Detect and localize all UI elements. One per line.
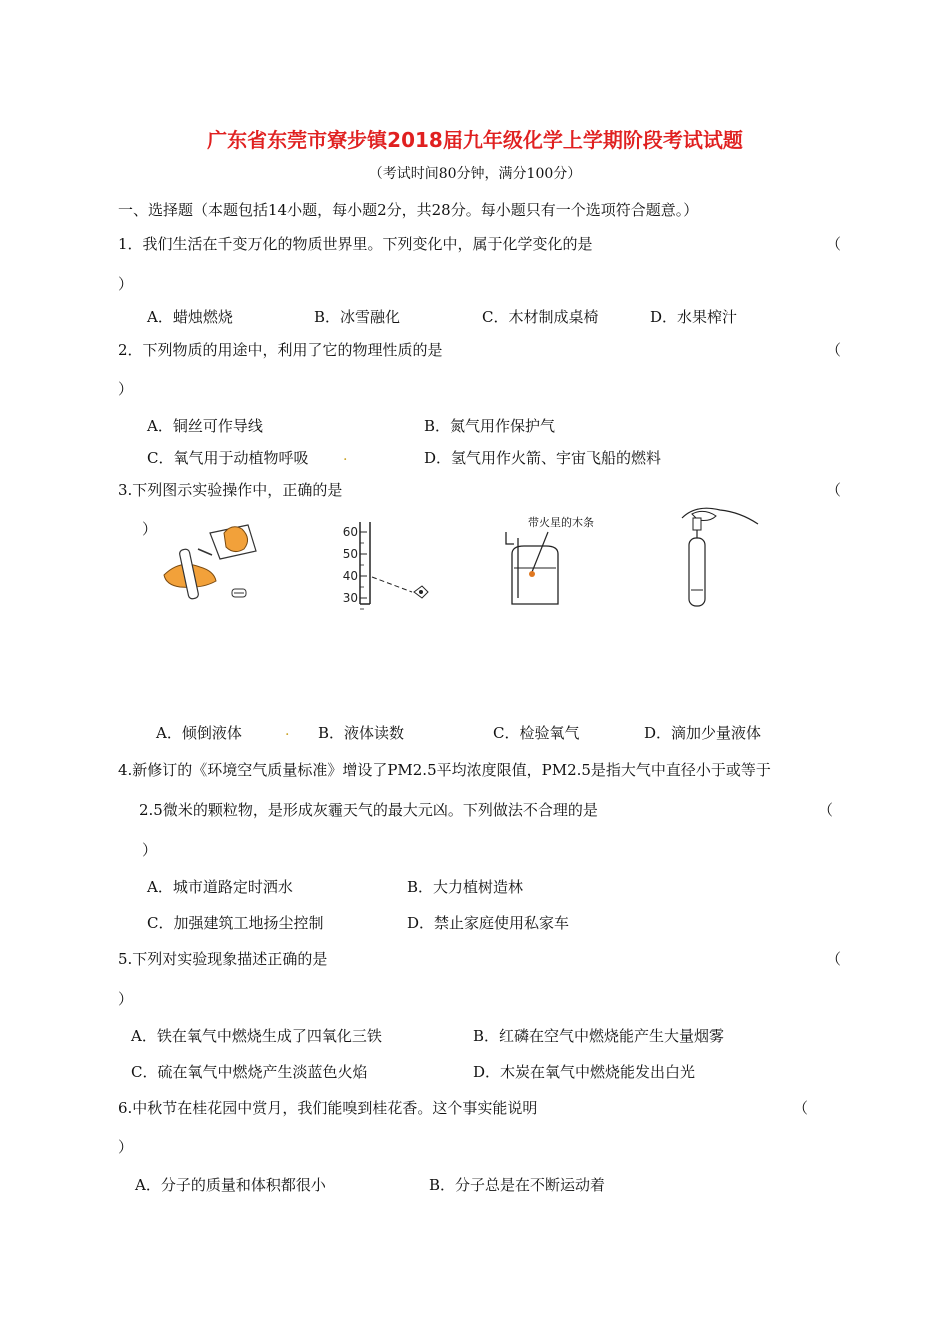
question-1-paren-open: （ [826,235,842,253]
question-3-option-d: D．滴加少量液体 [644,724,762,742]
question-6-stem: 6.中秋节在桂花园中赏月，我们能嗅到桂花香。这个事实能说明 [118,1099,538,1117]
cylinder-tick-label: 60 [342,525,358,539]
question-2-option-a: A．铜丝可作导线 [147,417,263,435]
question-6-paren-close: ） [118,1138,134,1156]
question-3-option-a: A．倾倒液体 [156,724,242,742]
question-1-option-d: D．水果榨汁 [650,308,738,326]
question-2-stem: 2．下列物质的用途中，利用了它的物理性质的是 [118,341,443,359]
question-3-option-c: C．检验氧气 [493,724,580,742]
question-1-stem: 1．我们生活在千变万化的物质世界里。下列变化中，属于化学变化的是 [118,235,593,253]
question-2-paren-close: ） [118,380,134,398]
figure-a-pouring-liquid [160,515,270,615]
document-title: 广东省东莞市寮步镇2018届九年级化学上学期阶段考试试题 [207,128,743,152]
question-6-paren-open: （ [793,1099,809,1117]
question-5-paren-close: ） [118,990,134,1008]
question-1-option-a: A．蜡烛燃烧 [147,308,233,326]
question-5-option-c: C．硫在氧气中燃烧产生淡蓝色火焰 [131,1063,368,1081]
question-2-option-c: C．氧气用于动植物呼吸 [147,449,309,467]
figure-c-gas-bottle [500,528,570,610]
stray-mark: . [285,723,290,739]
question-3-paren-open: （ [826,481,842,499]
question-4-paren-close: ） [142,841,158,859]
cylinder-tick-label: 40 [342,569,358,583]
question-4-paren-open: （ [818,801,834,819]
question-5-option-d: D．木炭在氧气中燃烧能发出白光 [473,1063,696,1081]
question-2-paren-open: （ [826,341,842,359]
question-3-paren-close: ） [142,520,158,538]
question-5-option-b: B．红磷在空气中燃烧能产生大量烟雾 [473,1027,725,1045]
question-1-paren-close: ） [118,275,134,293]
figure-b-cylinder-reading [330,520,430,610]
question-1-option-b: B．冰雪融化 [314,308,401,326]
exam-info: （考试时间80分钟，满分100分） [368,166,582,182]
section-heading: 一、选择题（本题包括14小题，每小题2分，共28分。每小题只有一个选项符合题意。） [118,201,699,219]
question-5-paren-open: （ [826,950,842,968]
cylinder-tick-label: 50 [342,547,358,561]
question-5-option-a: A．铁在氧气中燃烧生成了四氧化三铁 [131,1027,382,1045]
question-4-option-c: C．加强建筑工地扬尘控制 [147,914,324,932]
question-2-option-d: D．氢气用作火箭、宇宙飞船的燃料 [424,449,662,467]
question-1-option-c: C．木材制成桌椅 [482,308,599,326]
question-3-stem: 3.下列图示实验操作中，正确的是 [118,481,343,499]
question-4-option-a: A．城市道路定时洒水 [147,878,293,896]
question-2-option-b: B．氮气用作保护气 [424,417,556,435]
question-6-option-a: A．分子的质量和体积都很小 [135,1176,326,1194]
question-4-stem-cont: 2.5微米的颗粒物，是形成灰霾天气的最大元凶。下列做法不合理的是 [139,801,598,819]
stray-mark: . [343,448,348,464]
question-4-option-d: D．禁止家庭使用私家车 [407,914,570,932]
question-5-stem: 5.下列对实验现象描述正确的是 [118,950,328,968]
question-3-option-b: B．液体读数 [318,724,405,742]
cylinder-tick-label: 30 [342,591,358,605]
question-6-option-b: B．分子总是在不断运动着 [429,1176,606,1194]
figure-c-label: 带火星的木条 [528,516,594,529]
question-4-option-b: B．大力植树造林 [407,878,524,896]
figure-d-dropper [676,498,766,610]
question-4-stem: 4.新修订的《环境空气质量标准》增设了PM2.5平均浓度限值，PM2.5是指大气中直径小于或等于 [118,761,771,779]
